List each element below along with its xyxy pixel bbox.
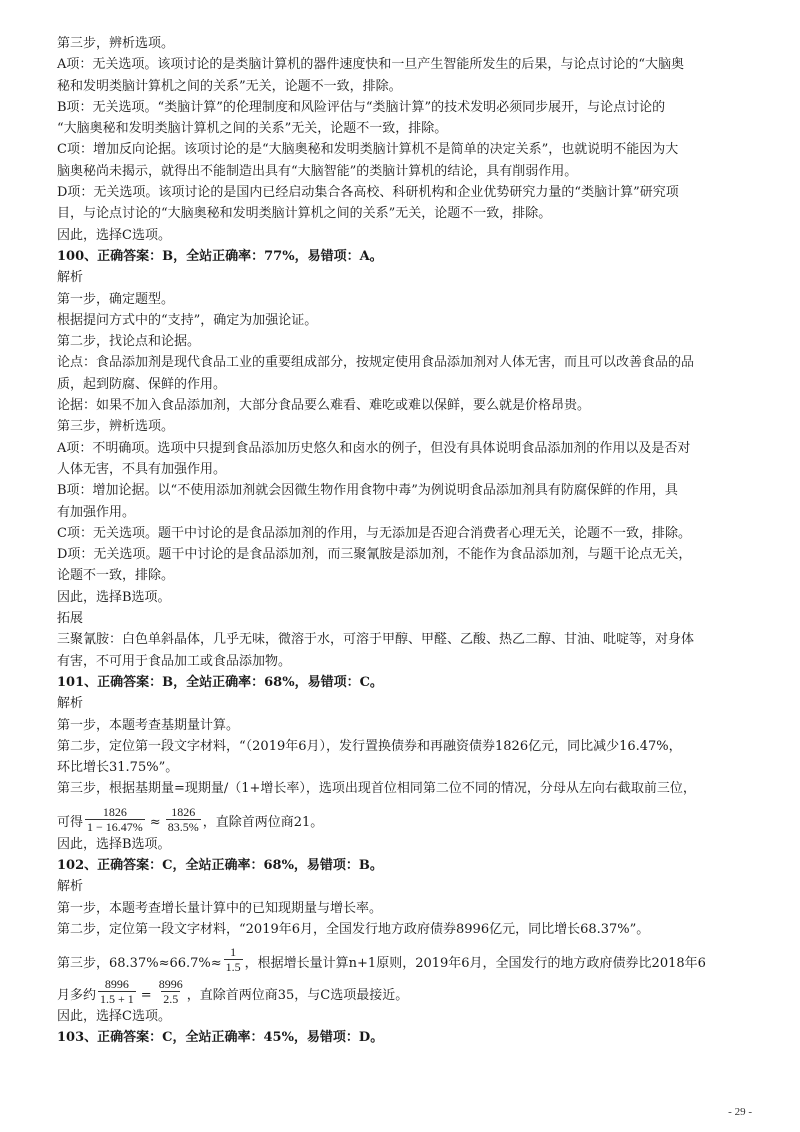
step-line: 第三步，根据基期量=现期量/（1+增长率），选项出现首位相同第二位不同的情况，分母从左向右截取前三位， (57, 781, 696, 797)
fraction (224, 945, 243, 974)
step-line: 第一步，本题考查增长量计算中的已知现期量与增长率。 (57, 900, 383, 916)
option-b-analysis-cont: 有加强作用。 (57, 504, 136, 520)
option-b-analysis: B项：无关选项。“类脑计算”的伦理制度和风险评估与“类脑计算”的技术发明必须同步展开，与论点讨论的 (57, 99, 666, 115)
option-d-analysis-cont: 论题不一致，排除。 (57, 568, 175, 584)
fraction (166, 805, 201, 834)
step-line-cont: 环比增长31.75%”。 (57, 760, 179, 776)
option-a-analysis: A项：无关选项。该项讨论的是类脑计算机的器件速度快和一旦产生智能所发生的后果，与论点讨论的“大脑奥 (57, 57, 685, 73)
fraction-denominator: 1.5 (225, 960, 241, 975)
step-line: 第二步，找论点和论据。 (57, 334, 201, 350)
option-a-analysis: A项：不明确项。选项中只提到食品添加历史悠久和卤水的例子，但没有具体说明食品添加剂的作用以及是否对 (57, 440, 691, 456)
option-a-analysis-cont: 秘和发明类脑计算机之间的关系”无关，论题不一致，排除。 (57, 78, 402, 94)
formula-prefix: 第三步，68.37%≈66.7%≈ (57, 955, 222, 971)
option-d-analysis: D项：无关选项。题干中讨论的是食品添加剂，而三聚氰胺是添加剂，不能作为食品添加剂，与题干论点无关， (57, 547, 692, 563)
thesis-line: 论点：食品添加剂是现代食品工业的重要组成部分，按规定使用食品添加剂对人体无害，而且可以改善食品的品 (57, 355, 695, 371)
conclusion-line: 因此，选择C选项。 (57, 227, 171, 243)
step-line: 第一步，确定题型。 (57, 291, 175, 307)
step-line: 第一步，本题考查基期量计算。 (57, 717, 240, 733)
fraction-numerator: 8996 (104, 977, 129, 992)
page-number: - 29 - (728, 1106, 752, 1118)
thesis-line-cont: 质，起到防腐、保鲜的作用。 (57, 376, 227, 392)
page-content (57, 33, 747, 1049)
formula-prefix: 可得 (57, 815, 84, 831)
extension-text: 三聚氰胺：白色单斜晶体，几乎无味，微溶于水，可溶于甲醇、甲醛、乙酸、热乙二醇、甘油、吡啶等，对身体 (57, 632, 695, 648)
formula-line-101 (57, 800, 747, 834)
option-c-analysis: C项：增加反向论据。该项讨论的是“大脑奥秘和发明类脑计算机不是简单的决定关系”，也就说明不能因为大 (57, 142, 679, 158)
fraction-numerator: 1826 (102, 804, 127, 819)
conclusion-line: 因此，选择C选项。 (57, 1009, 171, 1025)
fraction-numerator: 8996 (158, 977, 183, 992)
formula-suffix: ，直除首两位商21。 (202, 815, 324, 831)
formula-line-102b (57, 974, 747, 1006)
conclusion-line: 因此，选择B选项。 (57, 836, 171, 852)
analysis-heading: 解析 (57, 696, 84, 712)
fraction (98, 977, 136, 1006)
option-d-analysis-cont: 目，与论点讨论的“大脑奥秘和发明类脑计算机之间的关系”无关，论题不一致，排除。 (57, 206, 552, 222)
step-line: 第三步，辨析选项。 (57, 419, 175, 435)
step-line: 第二步，定位第一段文字材料，“（2019年6月），发行置换债券和再融资债券1826亿元，同比减少16.47%， (57, 738, 682, 754)
extension-text-cont: 有害，不可用于食品加工或食品添加物。 (57, 653, 292, 669)
fraction-denominator: 1 − 16.47% (87, 819, 143, 834)
question-101-answer: 101、正确答案：B，全站正确率：68%，易错项：C。 (57, 674, 383, 690)
formula-prefix: 月多约 (57, 987, 97, 1003)
option-b-analysis-cont: “大脑奥秘和发明类脑计算机之间的关系”无关，论题不一致，排除。 (57, 121, 448, 137)
evidence-line: 论据：如果不加入食品添加剂，大部分食品要么难看、难吃或难以保鲜，要么就是价格昂贵。 (57, 398, 591, 414)
fraction-numerator: 1826 (171, 804, 196, 819)
fraction-numerator: 1 (230, 945, 237, 960)
formula-suffix: ，根据增长量计算n+1原则，2019年6月，全国发行的地方政府债券比2018年6 (244, 955, 706, 971)
analysis-heading: 解析 (57, 270, 84, 286)
option-b-analysis: B项：增加论据。以“不使用添加剂就会因微生物作用食物中毒”为例说明食品添加剂具有防腐保鲜的作用，具 (57, 483, 678, 499)
question-103-answer: 103、正确答案：C，全站正确率：45%，易错项：D。 (57, 1030, 384, 1046)
question-102-answer: 102、正确答案：C，全站正确率：68%，易错项：B。 (57, 857, 383, 873)
conclusion-line: 因此，选择B选项。 (57, 589, 171, 605)
fraction-denominator: 1.5 + 1 (100, 992, 134, 1007)
analysis-heading: 解析 (57, 879, 84, 895)
formula-suffix: ，直除首两位商35，与C选项最接近。 (186, 987, 409, 1003)
step-line: 第三步，辨析选项。 (57, 36, 175, 51)
text-line: 根据提问方式中的“支持”，确定为加强论证。 (57, 312, 318, 328)
option-c-analysis-cont: 脑奥秘尚未揭示，就得出不能制造出具有“大脑智能”的类脑计算机的结论，具有削弱作用。 (57, 163, 578, 179)
equals-sign: = (140, 987, 152, 1003)
option-c-analysis: C项：无关选项。题干中讨论的是食品添加剂的作用，与无添加是否迎合消费者心理无关，论题不一致，排除。 (57, 525, 691, 541)
question-100-answer: 100、正确答案：B，全站正确率：77%，易错项：A。 (57, 248, 383, 264)
fraction (85, 805, 145, 834)
fraction (157, 977, 185, 1006)
approx-sign: ≈ (149, 815, 161, 831)
step-line: 第二步，定位第一段文字材料，“2019年6月，全国发行地方政府债券8996亿元，同比增长68.37%”。 (57, 921, 650, 937)
extension-heading: 拓展 (57, 611, 84, 627)
option-a-analysis-cont: 人体无害，不具有加强作用。 (57, 461, 227, 477)
fraction-denominator: 2.5 (163, 992, 179, 1007)
fraction-denominator: 83.5% (167, 819, 199, 834)
formula-line-102a (57, 940, 747, 974)
option-d-analysis: D项：无关选项。该项讨论的是国内已经启动集合各高校、科研机构和企业优势研究力量的“类脑计算”研究项 (57, 185, 679, 201)
